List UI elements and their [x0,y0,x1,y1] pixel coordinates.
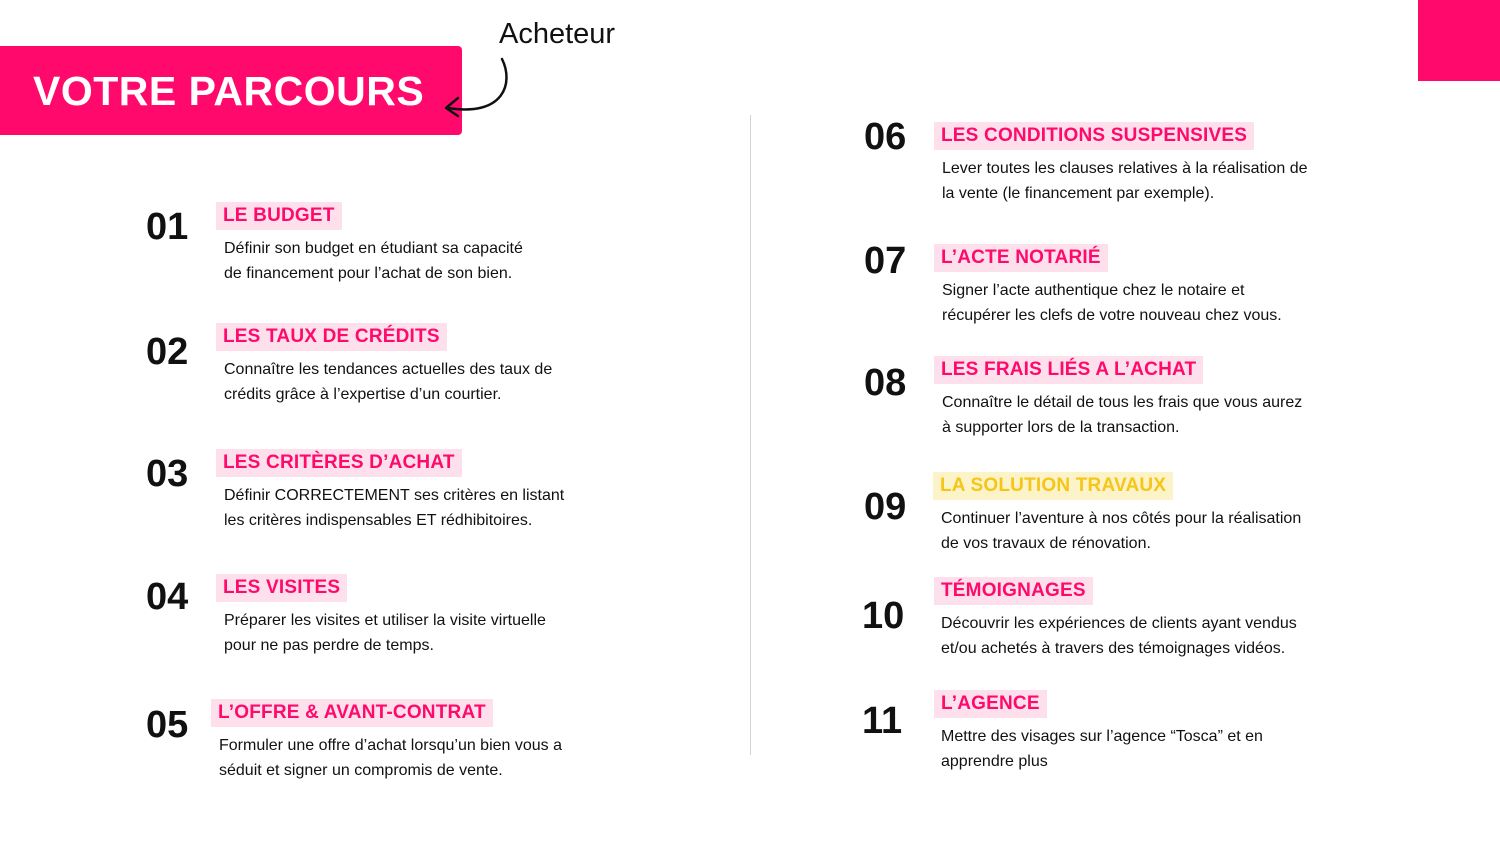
step-label: LES VISITES [216,574,347,602]
step-description: Connaître le détail de tous les frais que vous aurez à supporter lors de la transaction. [942,394,1303,436]
page-title: VOTRE PARCOURS [33,68,425,114]
step-description: Formuler une offre d’achat lorsqu’un bien vous a séduit et signer un compromis de vente. [219,737,563,779]
step-description: Continuer l’aventure à nos côtés pour la réalisation de vos travaux de rénovation. [941,510,1302,552]
curved-arrow-icon [440,55,515,125]
step-label: LE BUDGET [216,202,342,230]
step-number: 08 [864,362,907,404]
step-label: L’ACTE NOTARIÉ [934,244,1108,272]
step-label: LES FRAIS LIÉS A L’ACHAT [934,356,1203,384]
step-number: 04 [146,576,189,618]
step-description: Découvrir les expériences de clients ayant vendus et/ou achetés à travers des témoignages vidéos. [941,615,1297,657]
step-description: Préparer les visites et utiliser la visite virtuelle pour ne pas perdre de temps. [224,612,546,654]
step-description: Définir CORRECTEMENT ses critères en listant les critères indispensables ET rédhibitoires. [224,487,565,529]
step-label: L’AGENCE [934,690,1047,718]
step-description: Connaître les tendances actuelles des taux de crédits grâce à l’expertise d’un courtier. [224,361,553,403]
step-description: Lever toutes les clauses relatives à la réalisation de la vente (le financement par exemple). [942,160,1308,202]
step-label: TÉMOIGNAGES [934,577,1093,605]
step-number: 10 [862,595,905,637]
step-label: LES CONDITIONS SUSPENSIVES [934,122,1254,150]
step-number: 06 [864,116,907,158]
title-banner [0,46,462,135]
step-label: L’OFFRE & AVANT-CONTRAT [211,699,493,727]
step-number: 09 [864,486,907,528]
column-divider [750,115,751,755]
page-subtitle: Acheteur [499,18,616,50]
corner-decoration [1418,0,1500,81]
step-description: Mettre des visages sur l’agence “Tosca” et en apprendre plus [941,728,1263,770]
step-label: LA SOLUTION TRAVAUX [933,472,1173,500]
step-label: LES CRITÈRES D’ACHAT [216,449,462,477]
step-number: 05 [146,704,189,746]
step-description: Définir son budget en étudiant sa capacité de financement pour l’achat de son bien. [224,240,523,282]
step-number: 11 [862,700,903,742]
step-description: Signer l’acte authentique chez le notaire et récupérer les clefs de votre nouveau chez vous. [942,282,1282,324]
step-number: 02 [146,331,189,373]
step-number: 07 [864,240,907,282]
step-label: LES TAUX DE CRÉDITS [216,323,447,351]
step-number: 03 [146,453,189,495]
step-number: 01 [146,206,189,248]
